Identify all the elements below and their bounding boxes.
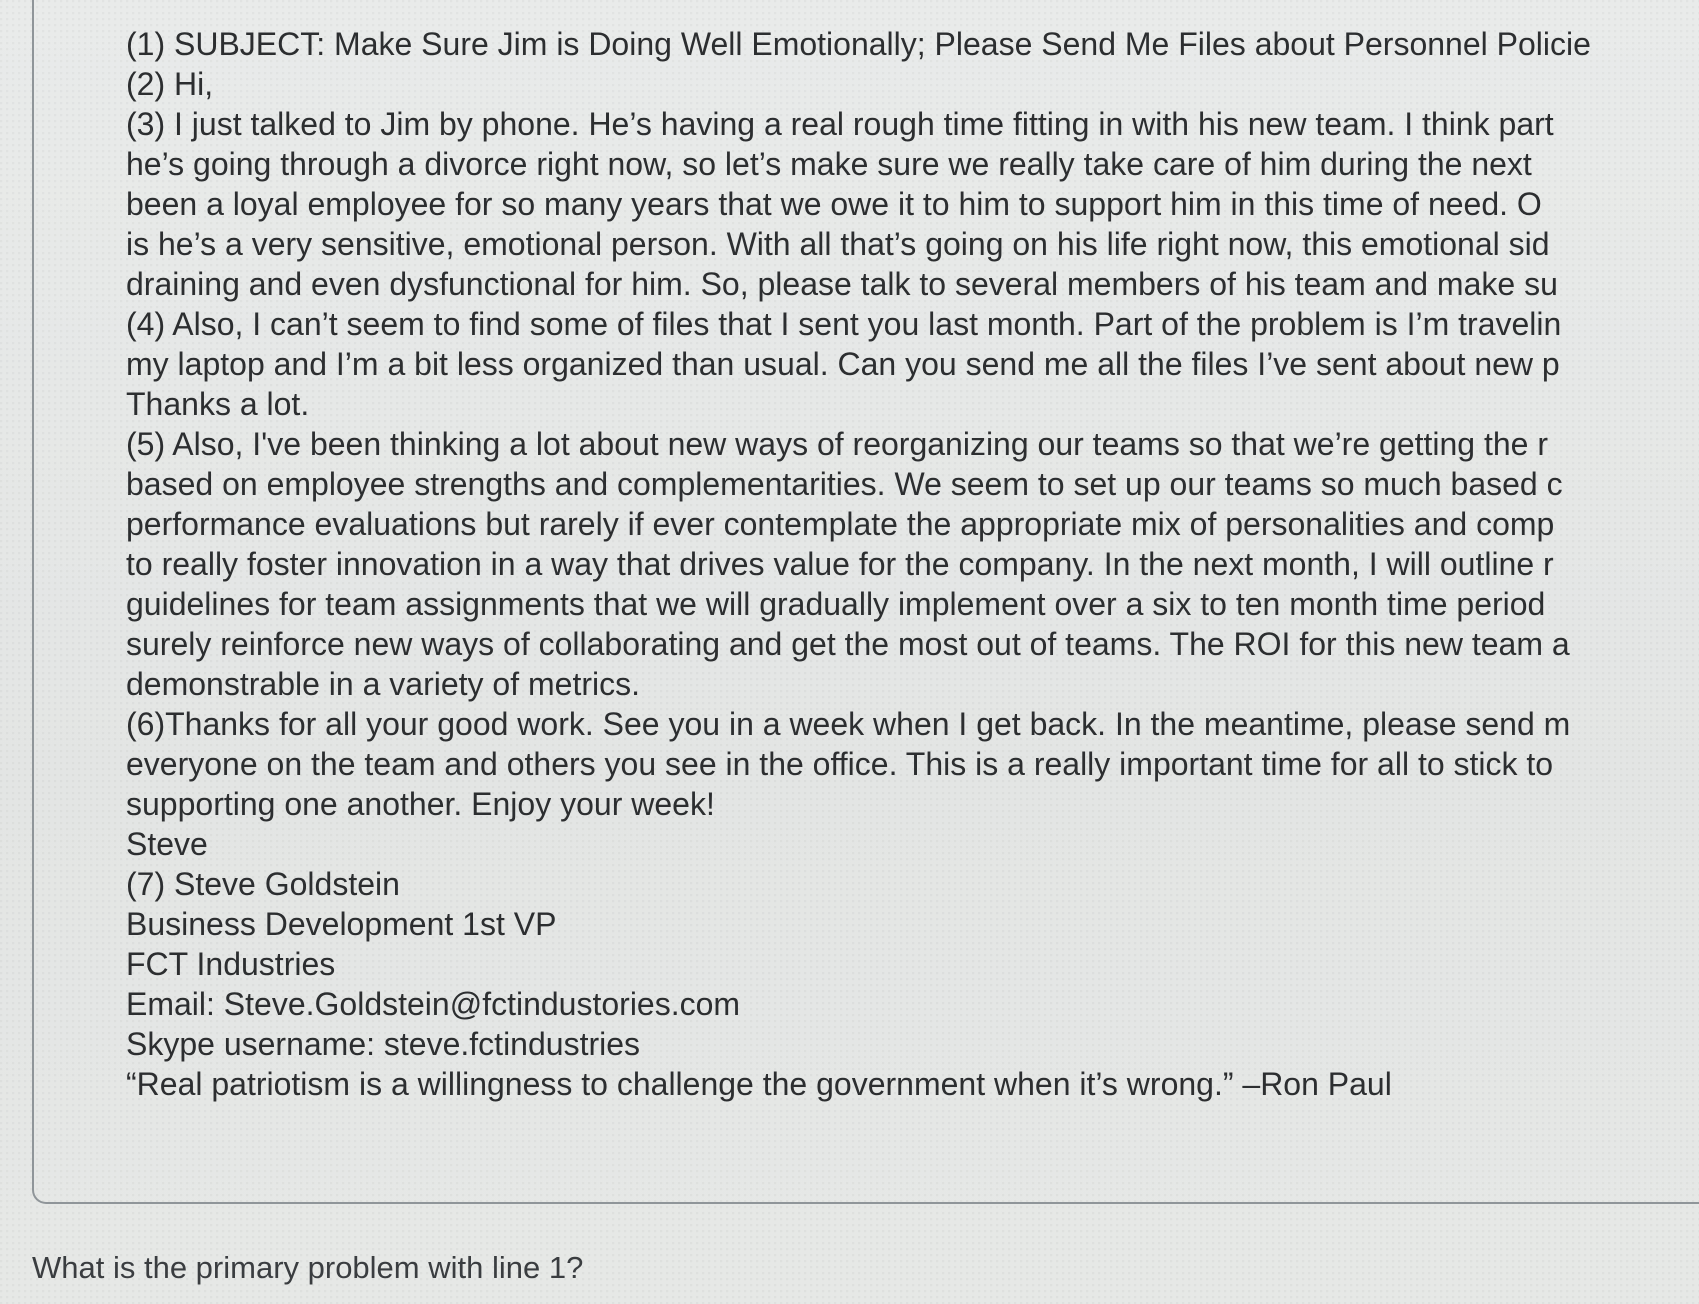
email-signoff: Steve (126, 826, 208, 862)
signature-name: (7) Steve Goldstein (126, 866, 400, 902)
email-paragraph-5-line-2: based on employee strengths and complementarities. We seem to set up our teams so much based c (126, 466, 1563, 502)
signature-quote: “Real patriotism is a willingness to challenge the government when it’s wrong.” –Ron Paul (126, 1066, 1392, 1102)
email-paragraph-4-line-1: (4) Also, I can’t seem to find some of files that I sent you last month. Part of the problem is I’m travelin (126, 306, 1562, 342)
email-paragraph-5-line-3: performance evaluations but rarely if ever contemplate the appropriate mix of personalities and comp (126, 506, 1555, 542)
email-paragraph-3-line-2: he’s going through a divorce right now, so let’s make sure we really take care of him during the next (126, 146, 1532, 182)
email-paragraph-6-line-2: everyone on the team and others you see in the office. This is a really important time for all to stick to (126, 746, 1554, 782)
question-prompt: What is the primary problem with line 1? (32, 1250, 584, 1285)
email-greeting-line: (2) Hi, (126, 66, 214, 102)
signature-email: Email: Steve.Goldstein@fctindustories.com (126, 986, 741, 1022)
signature-company: FCT Industries (126, 946, 336, 982)
email-paragraph-3-line-3: been a loyal employee for so many years that we owe it to him to support him in this time of need. O (126, 186, 1542, 222)
email-paragraph-5-line-1: (5) Also, I've been thinking a lot about new ways of reorganizing our teams so that we’re getting the r (126, 426, 1549, 462)
email-paragraph-5-line-6: surely reinforce new ways of collaborating and get the most out of teams. The ROI for this new team a (126, 626, 1570, 662)
email-paragraph-3-line-4: is he’s a very sensitive, emotional person. With all that’s going on his life right now, this emotional sid (126, 226, 1550, 262)
signature-title: Business Development 1st VP (126, 906, 557, 942)
email-paragraph-5-line-5: guidelines for team assignments that we will gradually implement over a six to ten month time period (126, 586, 1546, 622)
email-paragraph-4-line-2: my laptop and I’m a bit less organized than usual. Can you send me all the files I’ve sent about new p (126, 346, 1560, 382)
email-paragraph-5-line-7: demonstrable in a variety of metrics. (126, 666, 640, 702)
email-paragraph-6-line-3: supporting one another. Enjoy your week! (126, 786, 715, 822)
email-paragraph-6-line-1: (6)Thanks for all your good work. See you in a week when I get back. In the meantime, please send m (126, 706, 1571, 742)
email-paragraph-3-line-5: draining and even dysfunctional for him. So, please talk to several members of his team and make su (126, 266, 1558, 302)
email-body (126, 24, 1699, 1104)
email-paragraph-3-line-1: (3) I just talked to Jim by phone. He’s having a real rough time fitting in with his new team. I think part (126, 106, 1554, 142)
email-paragraph-5-line-4: to really foster innovation in a way that drives value for the company. In the next month, I will outline r (126, 546, 1554, 582)
email-paragraph-4-line-3: Thanks a lot. (126, 386, 310, 422)
signature-skype: Skype username: steve.fctindustries (126, 1026, 641, 1062)
email-subject-line: (1) SUBJECT: Make Sure Jim is Doing Well Emotionally; Please Send Me Files about Personnel Policie (126, 26, 1591, 62)
